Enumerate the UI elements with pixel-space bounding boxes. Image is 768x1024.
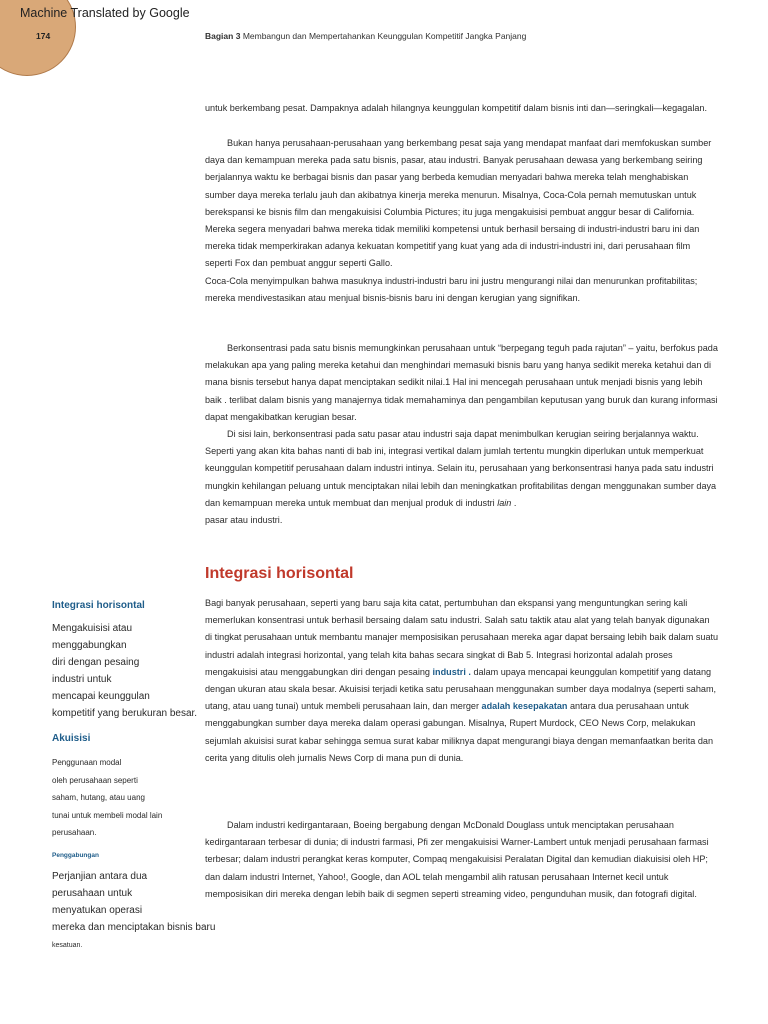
keyword-industri: industri . [432,666,471,677]
chapter-title: Membangun dan Mempertahankan Keunggulan Kompetitif Jangka Panjang [242,31,527,41]
body-block-3 [205,340,719,529]
glossary-definition-horizontal-integration: Mengakuisisi atau menggabungkan diri dengan pesaing industri untuk mencapai keunggulan kompetitif yang berukuran besar. [52,623,198,719]
paragraph-7-text: Bagi banyak perusahaan, seperti yang baru saja kita catat, pertumbuhan dan ekspansi yang menguntungkan sering kali memerlukan konsentrasi untuk berhasil bersaing dalam satu industri. Salah satu taktik atau alat yang telah banyak digunakan di tingkat perusahaan untuk membantu manajer memposisikan perusahaan mereka agar dapat bersaing lebih baik dalam suatu industri adalah integrasi horizontal, yang telah kita bahas secara singkat di Bab 5. Integrasi horizontal adalah proses mengakuisisi atau menggabungkan diri dengan pesaing [205,598,719,677]
glossary-definition-acquisition: Penggunaan modal oleh perusahaan seperti saham, hutang, atau uang tunai untuk membeli modal lain perusahaan. [52,758,163,837]
paragraph-3: Coca-Cola menyimpulkan bahwa masuknya industri-industri baru ini justru mengurangi nilai dan menurunkan profitabilitas; mereka mendivestasikan atau menjual bisnis-bisnis baru ini dengan kerugian yang signifikan. [205,275,698,303]
glossary-definition-merger-tail: kesatuan. [52,942,83,949]
glossary-term-acquisition: Akuisisi [52,733,91,744]
page-number: 174 [36,31,51,41]
body-block-5 [205,817,719,903]
paragraph-7-end: antara dua perusahaan untuk menggabungkan sumber daya mereka dalam operasi gabungan. Misalnya, Rupert Murdock, CEO News Corp, melakukan sejumlah akuisisi surat kabar sehingga semua surat kabar miliknya dapat mengurangi biaya dengan memanfaatkan berita dan cerita yang ditulis oleh jurnalis News Corp di mana pun di dunia. [205,701,714,763]
glossary-term-merger: Penggabungan [52,852,99,859]
body-block-1 [205,100,719,117]
paragraph-7-mid: dalam upaya mencapai keunggulan kompetitif yang datang dengan ukuran atau skala besar. Akuisisi terjadi ketika satu perusahaan menggunakan sumber daya modalnya (seperti saham, utang, atau uang tunai) untuk membeli perusahaan lain, dan merger [205,666,717,712]
body-block-2 [205,135,719,307]
glossary-definition-merger: Perjanjian antara dua perusahaan untuk menyatukan operasi mereka dan menciptakan bisnis baru [52,871,216,933]
paragraph-5 [205,426,719,512]
paragraph-8: Dalam industri kedirgantaraan, Boeing bergabung dengan McDonald Douglass untuk menciptakan perusahaan kedirgantaraan terbesar di dunia; di industri farmasi, Pfi zer mengakuisisi Warner-Lambert untuk menjadi perusahaan farmasi terbesar; dalam industri perangkat keras komputer, Compaq mengakuisisi Peralatan Digital dan kemudian diakuisisi oleh HP; dan dalam industri Internet, Yahoo!, Google, dan AOL telah mengambil alih ratusan perusahaan Internet kecil untuk memposisikan diri mereka dengan lebih baik di segmen seperti streaming video, pengunduhan musik, dan fotografi digital. [205,820,709,899]
keyword-kesepakatan: adalah kesepakatan [481,701,568,712]
paragraph-5-text: Di sisi lain, berkonsentrasi pada satu pasar atau industri saja dapat menimbulkan kerugian seiring berjalannya waktu. Seperti yang akan kita bahas nanti di bab ini, integrasi vertikal dalam jumlah tertentu mungkin diperlukan untuk memperkuat keunggulan kompetitif perusahaan dalam industri intinya. Selain itu, perusahaan yang berkonsentrasi hanya pada satu industri mungkin kehilangan peluang untuk menciptakan nilai lebih dan meningkatkan profitabilitas dengan menggunakan sumber daya dan kemampuan mereka untuk membuat dan menjual produk di industri [205,429,717,508]
paragraph-5-italic: lain [497,497,512,508]
machine-translation-label: Machine Translated by Google [20,6,190,20]
running-head [205,31,526,41]
paragraph-4: Berkonsentrasi pada satu bisnis memungkinkan perusahaan untuk “berpegang teguh pada rajutan” – yaitu, berfokus pada melakukan apa yang paling mereka ketahui dan menghindari memasuki bisnis baru yang hanya sedikit mereka ketahui dan di mana bisnis tersebut hanya dapat menciptakan sedikit nilai.1 Hal ini mencegah perusahaan untuk menjadi bisnis yang lebih baik . terlibat dalam bisnis yang manajernya tidak memahaminya dan pengambilan keputusan yang buruk dan kurang informasi dapat mengakibatkan kerugian besar. [205,343,718,422]
paragraph-6: pasar atau industri. [205,515,283,526]
paragraph-2: Bukan hanya perusahaan-perusahaan yang berkembang pesat saja yang mendapat manfaat dari memfokuskan sumber daya dan kemampuan mereka pada satu bisnis, pasar, atau industri. Banyak perusahaan dewasa yang berkembang seiring berjalannya waktu ke berbagai bisnis dan pasar yang berbeda kemudian menyadari bahwa mereka telah menghabiskan sumber daya mereka terlalu jauh dan akibatnya kinerja mereka menurun. Misalnya, Coca-Cola pernah memutuskan untuk berekspansi ke bisnis film dan mengakuisisi Columbia Pictures; itu juga mengakuisisi pembuat anggur besar di California. Mereka segera menyadari bahwa mereka tidak memiliki kompetensi untuk berhasil bersaing di industri-industri baru ini dan mereka tidak memperkirakan adanya kekuatan kompetitif yang kuat yang ada di industri-industri ini, dari perusahaan film seperti Fox dan pembuat anggur seperti Gallo. [205,138,712,269]
paragraph-7 [205,595,719,767]
body-block-4 [205,595,719,767]
part-label: Bagian 3 [205,31,241,41]
glossary-term-horizontal-integration: Integrasi horisontal [52,600,145,611]
paragraph-1: untuk berkembang pesat. Dampaknya adalah hilangnya keunggulan kompetitif dalam bisnis inti dan—seringkali—kegagalan. [205,103,707,113]
paragraph-5-end: . [511,497,517,508]
section-heading: Integrasi horisontal [205,565,354,582]
